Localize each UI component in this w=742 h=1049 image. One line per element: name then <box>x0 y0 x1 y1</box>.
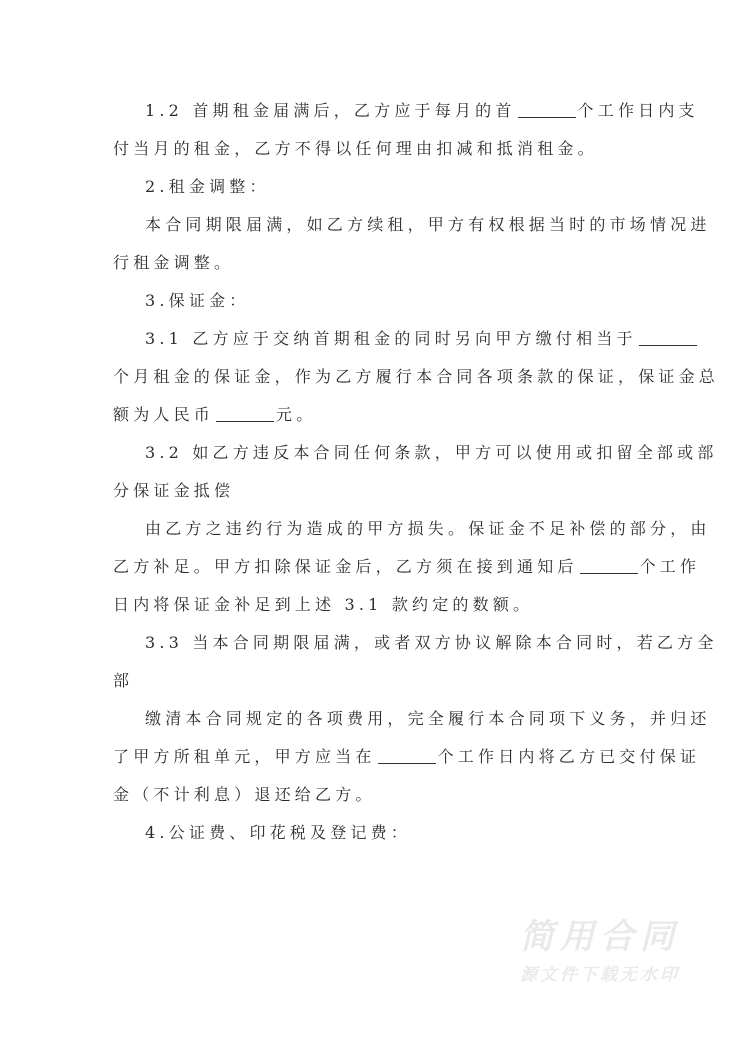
text-segment: 3.3 当本合同期限届满，或者双方协议解除本合同时，若乙方全 <box>145 633 718 652</box>
document-page <box>113 92 720 852</box>
text-segment: 乙方补足。甲方扣除保证金后，乙方须在接到通知后 <box>113 557 578 576</box>
text-segment: 金（不计利息）退还给乙方。 <box>113 785 376 804</box>
text-line <box>113 700 711 738</box>
text-line <box>113 130 631 168</box>
text-segment: 部 <box>113 671 134 690</box>
text-line <box>113 168 631 206</box>
text-segment: 2.租金调整： <box>145 177 270 196</box>
text-segment: 本合同期限届满，如乙方续租，甲方有权根据当时的市场情况进 <box>145 215 711 234</box>
text-line <box>113 358 720 396</box>
text-segment: 元。 <box>276 405 317 424</box>
fill-in-blank <box>580 557 638 574</box>
text-line <box>113 282 631 320</box>
text-line <box>113 738 701 776</box>
text-line <box>113 586 631 624</box>
text-line <box>113 472 631 510</box>
text-line <box>113 320 637 358</box>
text-line <box>113 776 631 814</box>
text-line <box>113 206 711 244</box>
text-segment: 个工作日内将乙方已交付保证 <box>437 747 701 766</box>
text-segment: 3.1 乙方应于交纳首期租金的同时另向甲方缴付相当于 <box>145 329 637 348</box>
text-line <box>113 548 701 586</box>
text-segment: 3.2 如乙方违反本合同任何条款，甲方可以使用或扣留全部或部 <box>145 443 718 462</box>
text-line <box>113 244 631 282</box>
text-segment: 了甲方所租单元，甲方应当在 <box>113 747 376 766</box>
text-line <box>113 92 699 130</box>
text-segment: 日内将保证金补足到上述 3.1 款约定的数额。 <box>113 595 534 614</box>
text-line <box>113 510 711 548</box>
text-segment: 1.2 首期租金届满后，乙方应于每月的首 <box>145 101 516 120</box>
text-segment: 个工作 <box>639 557 701 576</box>
text-segment: 个月租金的保证金，作为乙方履行本合同各项条款的保证，保证金总 <box>113 367 720 386</box>
text-line <box>113 662 631 700</box>
text-segment: 分保证金抵偿 <box>113 481 235 500</box>
text-line <box>113 814 631 852</box>
fill-in-blank <box>378 747 436 764</box>
text-line <box>113 396 631 434</box>
text-segment: 行租金调整。 <box>113 253 235 272</box>
text-segment: 4.公证费、印花税及登记费： <box>145 823 412 842</box>
text-segment: 个工作日内支 <box>577 101 699 120</box>
fill-in-blank <box>216 405 274 422</box>
text-segment: 额为人民币 <box>113 405 215 424</box>
fill-in-blank <box>518 101 576 118</box>
fill-in-blank <box>639 329 697 346</box>
text-line <box>113 434 718 472</box>
watermark <box>505 915 695 987</box>
watermark-main-text: 简用合同 <box>520 917 680 957</box>
text-segment: 缴清本合同规定的各项费用，完全履行本合同项下义务，并归还 <box>145 709 711 728</box>
text-segment: 付当月的租金，乙方不得以任何理由扣减和抵消租金。 <box>113 139 598 158</box>
watermark-sub-text: 源文件下载无水印 <box>520 965 680 985</box>
text-segment: 由乙方之违约行为造成的甲方损失。保证金不足补偿的部分，由 <box>145 519 711 538</box>
text-segment: 3.保证金： <box>145 291 250 310</box>
text-line <box>113 624 718 662</box>
